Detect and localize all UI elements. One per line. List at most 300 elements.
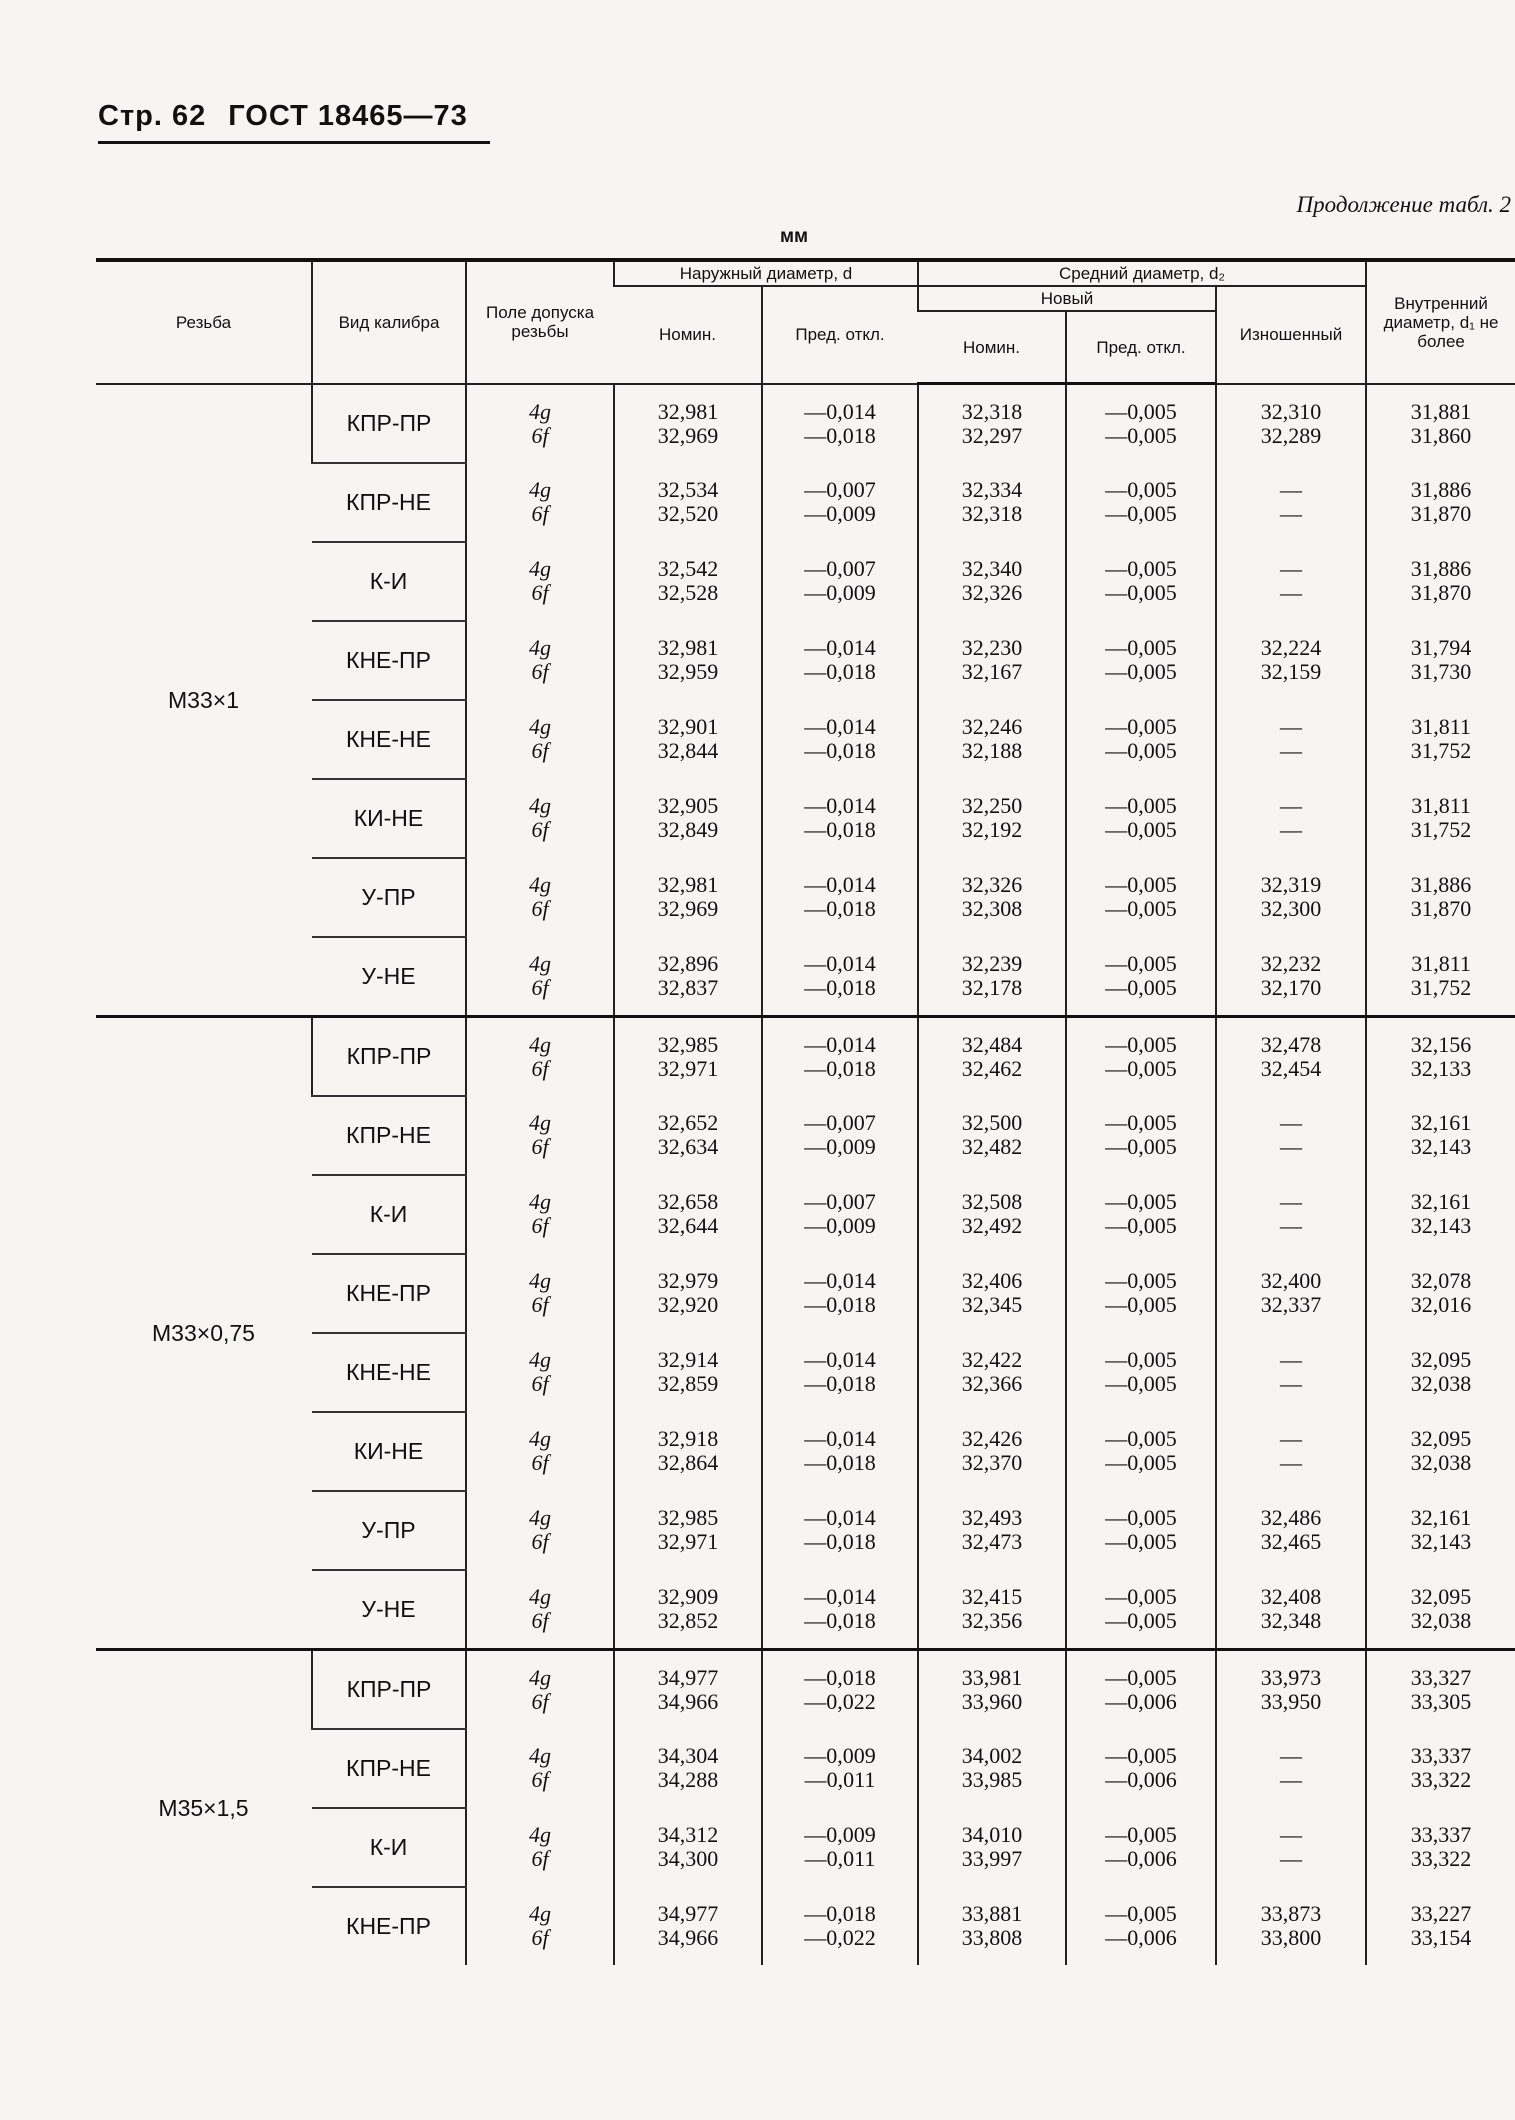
outer-deviation-cell bbox=[762, 1412, 918, 1491]
cell-value: 32,909 bbox=[657, 1583, 719, 1609]
outer-nominal-cell bbox=[614, 1333, 762, 1412]
mid-nominal-cell bbox=[918, 1016, 1066, 1096]
cell-value: —0,005 bbox=[1105, 1292, 1177, 1317]
cell-value: 31,811 bbox=[1411, 714, 1471, 739]
cell-value: 4g bbox=[529, 1110, 551, 1135]
cell-value: 31,811 bbox=[1411, 950, 1471, 976]
cell-value: —0,005 bbox=[1105, 1450, 1177, 1475]
worn-cell bbox=[1216, 1254, 1366, 1333]
outer-nominal-cell bbox=[614, 1649, 762, 1729]
cell-value: —0,014 bbox=[804, 1031, 876, 1057]
tolerance-cell bbox=[466, 1175, 614, 1254]
cell-value: 32,985 bbox=[657, 1031, 719, 1057]
cell-value: —0,018 bbox=[804, 1664, 876, 1690]
header-outer-deviation: Пред. откл. bbox=[762, 286, 918, 384]
outer-nominal-cell bbox=[614, 542, 762, 621]
cell-value: —0,005 bbox=[1105, 1900, 1177, 1926]
cell-value: 32,542 bbox=[657, 556, 719, 581]
cell-value: 33,322 bbox=[1410, 1846, 1472, 1871]
cell-value: —0,005 bbox=[1105, 659, 1177, 684]
outer-deviation-cell bbox=[762, 1175, 918, 1254]
cell-value: 32,370 bbox=[961, 1450, 1023, 1475]
cell-value: 4g bbox=[529, 1268, 551, 1293]
outer-nominal-cell bbox=[614, 1096, 762, 1175]
cell-value: —0,018 bbox=[804, 1900, 876, 1926]
cell-value: 32,161 bbox=[1410, 1189, 1472, 1214]
outer-deviation-cell bbox=[762, 1808, 918, 1887]
gauge-type-cell: КПР-НЕ bbox=[312, 1729, 466, 1808]
inner-diameter-cell bbox=[1366, 1729, 1515, 1808]
cell-value: —0,006 bbox=[1105, 1846, 1177, 1871]
header-tolerance-field: Поле допуска резьбы bbox=[466, 260, 614, 384]
cell-value: —0,007 bbox=[804, 556, 876, 581]
cell-value: —0,011 bbox=[804, 1846, 876, 1871]
cell-value: 33,305 bbox=[1410, 1688, 1472, 1714]
outer-nominal-cell bbox=[614, 1570, 762, 1650]
cell-value: 32,318 bbox=[961, 501, 1023, 526]
outer-deviation-cell bbox=[762, 1570, 918, 1650]
cell-value: —0,005 bbox=[1105, 896, 1177, 921]
cell-value: —0,005 bbox=[1105, 1189, 1177, 1214]
inner-diameter-cell bbox=[1366, 1254, 1515, 1333]
tolerance-cell bbox=[466, 542, 614, 621]
gauge-type-cell: У-ПР bbox=[312, 1491, 466, 1570]
mid-nominal-cell bbox=[918, 1254, 1066, 1333]
cell-value: —0,007 bbox=[804, 1110, 876, 1135]
gauge-type-cell: КПР-НЕ bbox=[312, 1096, 466, 1175]
cell-value: 32,310 bbox=[1260, 398, 1322, 424]
cell-value: 32,170 bbox=[1260, 974, 1322, 1000]
cell-value: 32,406 bbox=[961, 1268, 1023, 1293]
cell-value: —0,011 bbox=[804, 1767, 876, 1792]
cell-value: 6f bbox=[531, 1529, 549, 1554]
cell-value: 34,304 bbox=[657, 1743, 719, 1768]
cell-value: —0,009 bbox=[804, 1822, 876, 1847]
cell-value: —0,005 bbox=[1105, 1664, 1177, 1690]
inner-diameter-cell bbox=[1366, 542, 1515, 621]
cell-value: 32,156 bbox=[1410, 1031, 1472, 1057]
gauge-type-cell: У-НЕ bbox=[312, 1570, 466, 1650]
worn-cell bbox=[1216, 384, 1366, 463]
worn-cell bbox=[1216, 1649, 1366, 1729]
cell-value: 4g bbox=[529, 1583, 551, 1609]
cell-value: —0,005 bbox=[1105, 950, 1177, 976]
cell-value: 31,730 bbox=[1410, 659, 1472, 684]
cell-value: 33,800 bbox=[1260, 1924, 1322, 1950]
mid-deviation-cell bbox=[1066, 1491, 1216, 1570]
cell-value: 6f bbox=[531, 422, 549, 448]
cell-value: 33,327 bbox=[1410, 1664, 1472, 1690]
cell-value: —0,005 bbox=[1105, 1583, 1177, 1609]
gauge-type-cell: КНЕ-ПР bbox=[312, 1254, 466, 1333]
cell-value: 4g bbox=[529, 872, 551, 897]
mid-deviation-cell bbox=[1066, 937, 1216, 1017]
worn-cell bbox=[1216, 1887, 1366, 1965]
cell-value: —0,018 bbox=[804, 1371, 876, 1396]
inner-diameter-cell bbox=[1366, 463, 1515, 542]
cell-value: 6f bbox=[531, 1292, 549, 1317]
header-outer-nominal: Номин. bbox=[614, 286, 762, 384]
cell-value: —0,014 bbox=[804, 1583, 876, 1609]
cell-value: 32,326 bbox=[961, 872, 1023, 897]
cell-value: 32,415 bbox=[961, 1583, 1023, 1609]
cell-value: 32,319 bbox=[1260, 872, 1322, 897]
thread-cell: М33×1 bbox=[96, 384, 312, 1017]
cell-value: 32,528 bbox=[657, 580, 719, 605]
mid-nominal-cell bbox=[918, 1096, 1066, 1175]
inner-diameter-cell bbox=[1366, 621, 1515, 700]
gauge-type-cell: К-И bbox=[312, 1808, 466, 1887]
worn-cell bbox=[1216, 1096, 1366, 1175]
cell-value: 32,849 bbox=[657, 817, 719, 842]
cell-value: 32,971 bbox=[657, 1529, 719, 1554]
cell-value: 32,038 bbox=[1410, 1450, 1472, 1475]
cell-value: 33,154 bbox=[1410, 1924, 1472, 1950]
gauge-type-cell: КНЕ-ПР bbox=[346, 1913, 431, 1939]
cell-value: 33,950 bbox=[1260, 1688, 1322, 1714]
header-new: Новый bbox=[918, 286, 1216, 311]
cell-value: 32,473 bbox=[961, 1529, 1023, 1554]
cell-value: — bbox=[1280, 477, 1303, 502]
cell-value: — bbox=[1280, 556, 1303, 581]
cell-value: 4g bbox=[529, 1347, 551, 1372]
cell-value: 6f bbox=[531, 580, 549, 605]
mid-nominal-cell bbox=[918, 858, 1066, 937]
cell-value: 32,239 bbox=[961, 950, 1023, 976]
cell-value: 32,658 bbox=[657, 1189, 719, 1214]
cell-value: —0,005 bbox=[1105, 872, 1177, 897]
cell-value: 32,644 bbox=[657, 1213, 719, 1238]
cell-value: 4g bbox=[529, 1900, 551, 1926]
outer-nominal-cell bbox=[614, 1729, 762, 1808]
outer-nominal-cell bbox=[614, 384, 762, 463]
cell-value: —0,005 bbox=[1105, 398, 1177, 424]
mid-nominal-cell bbox=[918, 384, 1066, 463]
cell-value: 33,337 bbox=[1410, 1822, 1472, 1847]
outer-deviation-cell bbox=[762, 858, 918, 937]
outer-deviation-cell bbox=[762, 1016, 918, 1096]
cell-value: 34,300 bbox=[657, 1846, 719, 1871]
page-number: Стр. 62 bbox=[98, 100, 207, 132]
mid-nominal-cell bbox=[918, 1729, 1066, 1808]
cell-value: 32,520 bbox=[657, 501, 719, 526]
cell-value: 6f bbox=[531, 974, 549, 1000]
mid-nominal-cell bbox=[918, 1175, 1066, 1254]
inner-diameter-cell bbox=[1366, 700, 1515, 779]
worn-cell bbox=[1216, 1333, 1366, 1412]
inner-diameter-cell bbox=[1366, 1096, 1515, 1175]
inner-diameter-cell bbox=[1366, 384, 1515, 463]
cell-value: 32,486 bbox=[1260, 1505, 1322, 1530]
cell-value: —0,005 bbox=[1105, 974, 1177, 1000]
cell-value: 32,400 bbox=[1260, 1268, 1322, 1293]
inner-diameter-cell bbox=[1366, 1016, 1515, 1096]
outer-deviation-cell bbox=[762, 1333, 918, 1412]
mid-nominal-cell bbox=[918, 779, 1066, 858]
gauge-type-cell: КНЕ-НЕ bbox=[312, 700, 466, 779]
cell-value: 4g bbox=[529, 793, 551, 818]
cell-value: —0,022 bbox=[804, 1924, 876, 1950]
outer-nominal-cell bbox=[614, 937, 762, 1017]
cell-value: 4g bbox=[529, 1822, 551, 1847]
cell-value: —0,005 bbox=[1105, 422, 1177, 448]
cell-value: 32,224 bbox=[1260, 635, 1322, 660]
tolerance-cell bbox=[466, 1096, 614, 1175]
gauge-type-cell: КНЕ-НЕ bbox=[312, 1333, 466, 1412]
cell-value: —0,005 bbox=[1105, 501, 1177, 526]
inner-diameter-cell bbox=[1366, 1491, 1515, 1570]
inner-diameter-cell bbox=[1366, 779, 1515, 858]
outer-deviation-cell bbox=[762, 779, 918, 858]
cell-value: 32,493 bbox=[961, 1505, 1023, 1530]
mid-nominal-cell bbox=[918, 1649, 1066, 1729]
cell-value: —0,018 bbox=[804, 1529, 876, 1554]
cell-value: —0,014 bbox=[804, 793, 876, 818]
cell-value: 33,960 bbox=[961, 1688, 1023, 1714]
cell-value: 32,426 bbox=[961, 1426, 1023, 1451]
cell-value: 4g bbox=[529, 1189, 551, 1214]
cell-value: —0,009 bbox=[804, 1134, 876, 1159]
cell-value: 32,864 bbox=[657, 1450, 719, 1475]
cell-value: —0,018 bbox=[804, 817, 876, 842]
worn-cell bbox=[1216, 700, 1366, 779]
page-header bbox=[98, 100, 490, 144]
outer-deviation-cell bbox=[762, 542, 918, 621]
cell-value: —0,005 bbox=[1105, 1134, 1177, 1159]
cell-value: 32,289 bbox=[1260, 422, 1322, 448]
cell-value: 6f bbox=[531, 896, 549, 921]
cell-value: 31,881 bbox=[1410, 398, 1472, 424]
cell-value: 32,837 bbox=[657, 974, 719, 1000]
cell-value: —0,005 bbox=[1105, 635, 1177, 660]
cell-value: 32,478 bbox=[1260, 1031, 1322, 1057]
tolerance-cell bbox=[466, 1016, 614, 1096]
cell-value: 32,095 bbox=[1410, 1426, 1472, 1451]
outer-nominal-cell bbox=[614, 858, 762, 937]
cell-value: 32,340 bbox=[961, 556, 1023, 581]
cell-value: 32,318 bbox=[961, 398, 1023, 424]
cell-value: 34,010 bbox=[961, 1822, 1023, 1847]
mid-nominal-cell bbox=[918, 1808, 1066, 1887]
cell-value: 32,971 bbox=[657, 1055, 719, 1081]
cell-value: — bbox=[1280, 1767, 1303, 1792]
cell-value: — bbox=[1280, 501, 1303, 526]
outer-nominal-cell bbox=[614, 779, 762, 858]
cell-value: —0,018 bbox=[804, 422, 876, 448]
outer-nominal-cell bbox=[614, 463, 762, 542]
inner-diameter-cell bbox=[1366, 858, 1515, 937]
cell-value: 32,356 bbox=[961, 1607, 1023, 1633]
tolerance-cell bbox=[466, 937, 614, 1017]
cell-value: 32,859 bbox=[657, 1371, 719, 1396]
outer-nominal-cell bbox=[614, 1016, 762, 1096]
worn-cell bbox=[1216, 937, 1366, 1017]
cell-value: 34,002 bbox=[961, 1743, 1023, 1768]
cell-value: —0,005 bbox=[1105, 1213, 1177, 1238]
cell-value: 6f bbox=[531, 817, 549, 842]
worn-cell bbox=[1216, 779, 1366, 858]
cell-value: 32,143 bbox=[1410, 1134, 1472, 1159]
mid-nominal-cell bbox=[918, 463, 1066, 542]
cell-value: 32,188 bbox=[961, 738, 1023, 763]
cell-value: 32,918 bbox=[657, 1426, 719, 1451]
header-outer-diameter: Наружный диаметр, d bbox=[614, 260, 918, 286]
cell-value: 32,508 bbox=[961, 1189, 1023, 1214]
cell-value: — bbox=[1280, 1450, 1303, 1475]
cell-value: —0,018 bbox=[804, 1055, 876, 1081]
cell-value: —0,005 bbox=[1105, 1822, 1177, 1847]
cell-value: 32,161 bbox=[1410, 1110, 1472, 1135]
tolerance-cell bbox=[466, 1412, 614, 1491]
cell-value: — bbox=[1280, 580, 1303, 605]
gauge-type-cell: КИ-НЕ bbox=[312, 779, 466, 858]
cell-value: 31,870 bbox=[1410, 896, 1472, 921]
cell-value: 33,873 bbox=[1260, 1900, 1322, 1926]
cell-value: 32,308 bbox=[961, 896, 1023, 921]
cell-value: —0,014 bbox=[804, 714, 876, 739]
cell-value: —0,005 bbox=[1105, 1268, 1177, 1293]
worn-cell bbox=[1216, 1729, 1366, 1808]
cell-value: 4g bbox=[529, 1031, 551, 1057]
cell-value: —0,014 bbox=[804, 635, 876, 660]
mid-nominal-cell bbox=[918, 1570, 1066, 1650]
mid-deviation-cell bbox=[1066, 384, 1216, 463]
cell-value: 33,808 bbox=[961, 1924, 1023, 1950]
tolerance-cell bbox=[466, 700, 614, 779]
mid-deviation-cell bbox=[1066, 621, 1216, 700]
cell-value: 32,095 bbox=[1410, 1347, 1472, 1372]
mid-nominal-cell bbox=[918, 700, 1066, 779]
cell-value: —0,005 bbox=[1105, 556, 1177, 581]
cell-value: 32,500 bbox=[961, 1110, 1023, 1135]
gauge-type-cell: КПР-ПР bbox=[312, 384, 466, 463]
cell-value: 32,422 bbox=[961, 1347, 1023, 1372]
cell-value: 34,966 bbox=[657, 1688, 719, 1714]
cell-value: —0,014 bbox=[804, 1347, 876, 1372]
outer-deviation-cell bbox=[762, 1491, 918, 1570]
outer-nominal-cell bbox=[614, 700, 762, 779]
cell-value: 32,232 bbox=[1260, 950, 1322, 976]
cell-value: 4g bbox=[529, 1743, 551, 1768]
tolerance-cell bbox=[466, 621, 614, 700]
mid-deviation-cell bbox=[1066, 1333, 1216, 1412]
cell-value: — bbox=[1280, 1110, 1303, 1135]
mid-deviation-cell bbox=[1066, 1808, 1216, 1887]
cell-value: 32,297 bbox=[961, 422, 1023, 448]
cell-value: 6f bbox=[531, 659, 549, 684]
outer-deviation-cell bbox=[762, 1649, 918, 1729]
cell-value: 34,312 bbox=[657, 1822, 719, 1847]
cell-value: —0,018 bbox=[804, 974, 876, 1000]
cell-value: —0,018 bbox=[804, 1292, 876, 1317]
cell-value: —0,005 bbox=[1105, 1110, 1177, 1135]
gauge-type-cell: КНЕ-ПР bbox=[312, 621, 466, 700]
cell-value: 32,484 bbox=[961, 1031, 1023, 1057]
cell-value: 4g bbox=[529, 477, 551, 502]
mid-deviation-cell bbox=[1066, 700, 1216, 779]
cell-value: —0,005 bbox=[1105, 1743, 1177, 1768]
cell-value: 32,981 bbox=[657, 635, 719, 660]
cell-value: —0,014 bbox=[804, 1426, 876, 1451]
cell-value: 32,492 bbox=[961, 1213, 1023, 1238]
cell-value: 4g bbox=[529, 635, 551, 660]
cell-value: —0,005 bbox=[1105, 714, 1177, 739]
cell-value: 6f bbox=[531, 1607, 549, 1633]
cell-value: — bbox=[1280, 1347, 1303, 1372]
cell-value: 32,969 bbox=[657, 896, 719, 921]
inner-diameter-cell bbox=[1366, 1175, 1515, 1254]
worn-cell bbox=[1216, 1570, 1366, 1650]
mid-deviation-cell bbox=[1066, 1729, 1216, 1808]
worn-cell bbox=[1216, 621, 1366, 700]
cell-value: 33,981 bbox=[961, 1664, 1023, 1690]
cell-value: 6f bbox=[531, 1213, 549, 1238]
worn-cell bbox=[1216, 1491, 1366, 1570]
cell-value: —0,009 bbox=[804, 1213, 876, 1238]
cell-value: — bbox=[1280, 1846, 1303, 1871]
cell-value: —0,005 bbox=[1105, 1055, 1177, 1081]
cell-value: 32,852 bbox=[657, 1607, 719, 1633]
mid-deviation-cell bbox=[1066, 1016, 1216, 1096]
cell-value: —0,014 bbox=[804, 1505, 876, 1530]
tolerance-cell bbox=[466, 1491, 614, 1570]
cell-value: 32,981 bbox=[657, 398, 719, 424]
cell-value: 4g bbox=[529, 714, 551, 739]
cell-value: 6f bbox=[531, 1846, 549, 1871]
tolerance-cell bbox=[466, 1887, 614, 1965]
cell-value: 31,860 bbox=[1410, 422, 1472, 448]
cell-value: 32,969 bbox=[657, 422, 719, 448]
cell-value: — bbox=[1280, 817, 1303, 842]
outer-deviation-cell bbox=[762, 700, 918, 779]
cell-value: 33,881 bbox=[961, 1900, 1023, 1926]
cell-value: 4g bbox=[529, 398, 551, 424]
cell-value: — bbox=[1280, 793, 1303, 818]
cell-value: 6f bbox=[531, 1688, 549, 1714]
cell-value: 32,366 bbox=[961, 1371, 1023, 1396]
cell-value: 31,811 bbox=[1411, 793, 1471, 818]
cell-value: 4g bbox=[529, 950, 551, 976]
worn-cell bbox=[1216, 858, 1366, 937]
outer-deviation-cell bbox=[762, 1254, 918, 1333]
cell-value: —0,009 bbox=[804, 580, 876, 605]
mid-deviation-cell bbox=[1066, 858, 1216, 937]
cell-value: 6f bbox=[531, 1371, 549, 1396]
outer-nominal-cell bbox=[614, 1887, 762, 1965]
cell-value: 32,454 bbox=[1260, 1055, 1322, 1081]
mid-deviation-cell bbox=[1066, 1887, 1216, 1965]
cell-value: 32,300 bbox=[1260, 896, 1322, 921]
cell-value: 6f bbox=[531, 1767, 549, 1792]
inner-diameter-cell bbox=[1366, 1808, 1515, 1887]
outer-deviation-cell bbox=[762, 384, 918, 463]
cell-value: 34,977 bbox=[657, 1900, 719, 1926]
header-gauge-type: Вид калибра bbox=[312, 260, 466, 384]
outer-nominal-cell bbox=[614, 1175, 762, 1254]
tolerance-cell bbox=[466, 463, 614, 542]
cell-value: 32,465 bbox=[1260, 1529, 1322, 1554]
cell-value: 32,896 bbox=[657, 950, 719, 976]
mid-nominal-cell bbox=[918, 1412, 1066, 1491]
cell-value: 32,159 bbox=[1260, 659, 1322, 684]
cell-value: —0,006 bbox=[1105, 1924, 1177, 1950]
cell-value: 32,408 bbox=[1260, 1583, 1322, 1609]
inner-diameter-cell bbox=[1366, 1649, 1515, 1729]
cell-value: 32,905 bbox=[657, 793, 719, 818]
cell-value: 32,901 bbox=[657, 714, 719, 739]
gauge-type-cell: У-НЕ bbox=[312, 937, 466, 1017]
cell-value: —0,018 bbox=[804, 738, 876, 763]
